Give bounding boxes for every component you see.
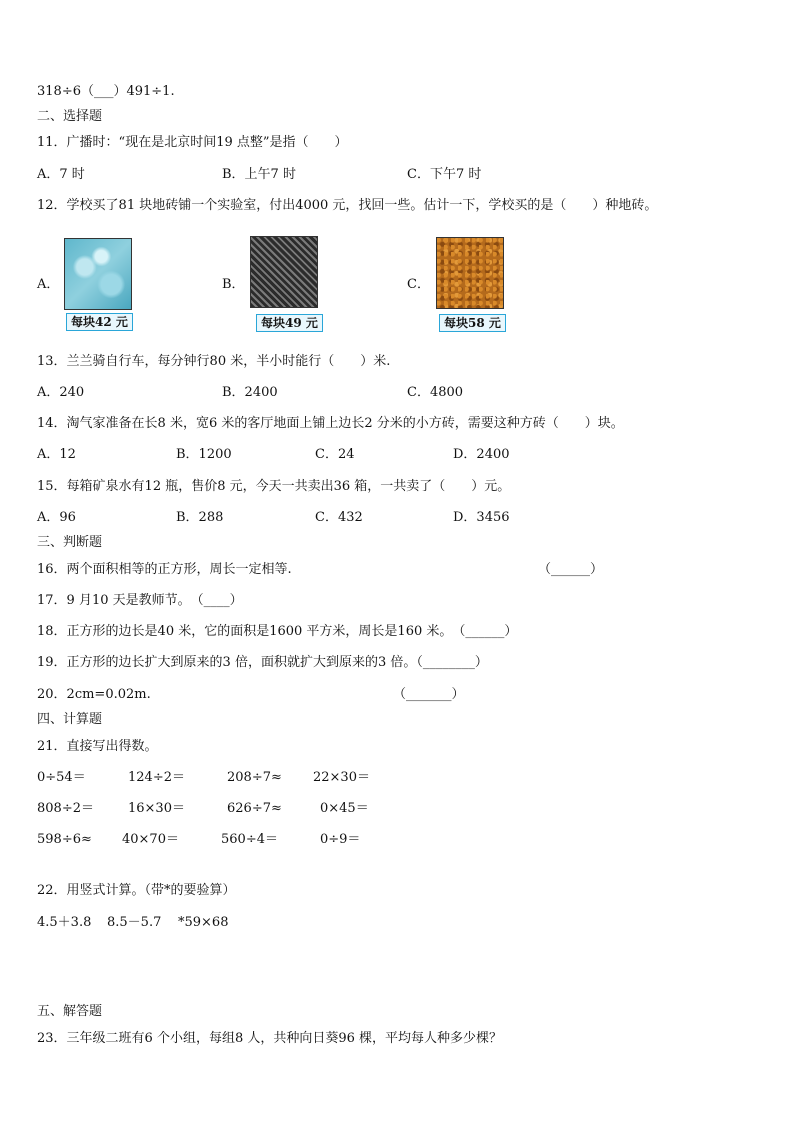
- vertical-calc-item: *59×68: [178, 915, 229, 930]
- question-19: 19．正方形的边长扩大到原来的3 倍，面积就扩大到原来的3 倍。（________）: [37, 655, 488, 670]
- q11-option-b: B．上午7 时: [222, 167, 296, 182]
- question-11: 11．广播时：“现在是北京时间19 点整”是指（ ）: [37, 135, 348, 150]
- fill-blank-line: 318÷6（___）491÷1.: [37, 84, 175, 99]
- calc-item: 208÷7≈: [227, 770, 282, 785]
- vertical-calc-item: 4.5＋3.8: [37, 915, 92, 930]
- calc-item: 560÷4＝: [221, 832, 278, 847]
- question-13: 13．兰兰骑自行车，每分钟行80 米，半小时能行（ ）米.: [37, 354, 391, 369]
- q14-option-d: D．2400: [453, 447, 510, 462]
- calc-item: 598÷6≈: [37, 832, 92, 847]
- gray-tile-image: [250, 236, 318, 308]
- brown-tile-image: [436, 237, 504, 309]
- q12-price-b: 每块49 元: [256, 314, 323, 332]
- calc-item: 16×30＝: [128, 801, 185, 816]
- question-23: 23．三年级二班有6 个小组，每组8 人，共种向日葵96 棵，平均每人种多少棵？: [37, 1031, 503, 1046]
- question-16: 16．两个面积相等的正方形，周长一定相等.: [37, 562, 292, 577]
- section-heading-choice: 二、选择题: [37, 109, 103, 124]
- calc-item: 0÷9＝: [320, 832, 361, 847]
- calc-item: 808÷2＝: [37, 801, 94, 816]
- q13-option-b: B．2400: [222, 385, 278, 400]
- calc-item: 0÷54＝: [37, 770, 86, 785]
- q12-option-a-label: A．: [37, 277, 60, 292]
- question-22: 22．用竖式计算。（带*的要验算）: [37, 883, 236, 898]
- vertical-calc-item: 8.5－5.7: [107, 915, 162, 930]
- section-heading-judge: 三、判断题: [37, 535, 103, 550]
- question-20: 20．2cm=0.02m.: [37, 687, 151, 702]
- blue-tile-image: [64, 238, 132, 310]
- q15-option-b: B．288: [176, 510, 224, 525]
- q20-answer-blank[interactable]: （_______）: [393, 687, 465, 702]
- section-heading-solve: 五、解答题: [37, 1004, 103, 1019]
- q15-option-c: C．432: [315, 510, 363, 525]
- question-15: 15．每箱矿泉水有12 瓶，售价8 元，今天一共卖出36 箱，一共卖了（ ）元。: [37, 479, 511, 494]
- q13-option-a: A．240: [37, 385, 85, 400]
- calc-item: 40×70＝: [122, 832, 179, 847]
- question-14: 14．淘气家准备在长8 米，宽6 米的客厅地面上铺上边长2 分米的小方砖，需要这种方砖（ ）块。: [37, 416, 624, 431]
- section-heading-calc: 四、计算题: [37, 712, 103, 727]
- q11-option-a: A．7 时: [37, 167, 85, 182]
- q12-option-b-label: B．: [222, 277, 245, 292]
- q14-option-a: A．12: [37, 447, 76, 462]
- calc-item: 124÷2＝: [128, 770, 185, 785]
- question-18: 18．正方形的边长是40 米，它的面积是1600 平方米，周长是160 米。 （______）: [37, 624, 518, 639]
- calc-item: 626÷7≈: [227, 801, 282, 816]
- calc-item: 22×30＝: [313, 770, 370, 785]
- q15-option-d: D．3456: [453, 510, 510, 525]
- question-12: 12．学校买了81 块地砖铺一个实验室，付出4000 元，找回一些。估计一下，学校买的是（ ）种地砖。: [37, 198, 658, 213]
- q11-option-c: C．下午7 时: [407, 167, 482, 182]
- q12-price-a: 每块42 元: [66, 313, 133, 331]
- q12-option-c-label: C．: [407, 277, 430, 292]
- q13-option-c: C．4800: [407, 385, 464, 400]
- q14-option-c: C．24: [315, 447, 355, 462]
- q15-option-a: A．96: [37, 510, 76, 525]
- q14-option-b: B．1200: [176, 447, 232, 462]
- question-21: 21．直接写出得数。: [37, 739, 158, 754]
- q12-price-c: 每块58 元: [439, 314, 506, 332]
- calc-item: 0×45＝: [320, 801, 369, 816]
- q16-answer-blank[interactable]: （______）: [538, 562, 604, 577]
- question-17: 17．9 月10 天是教师节。 （____）: [37, 593, 243, 608]
